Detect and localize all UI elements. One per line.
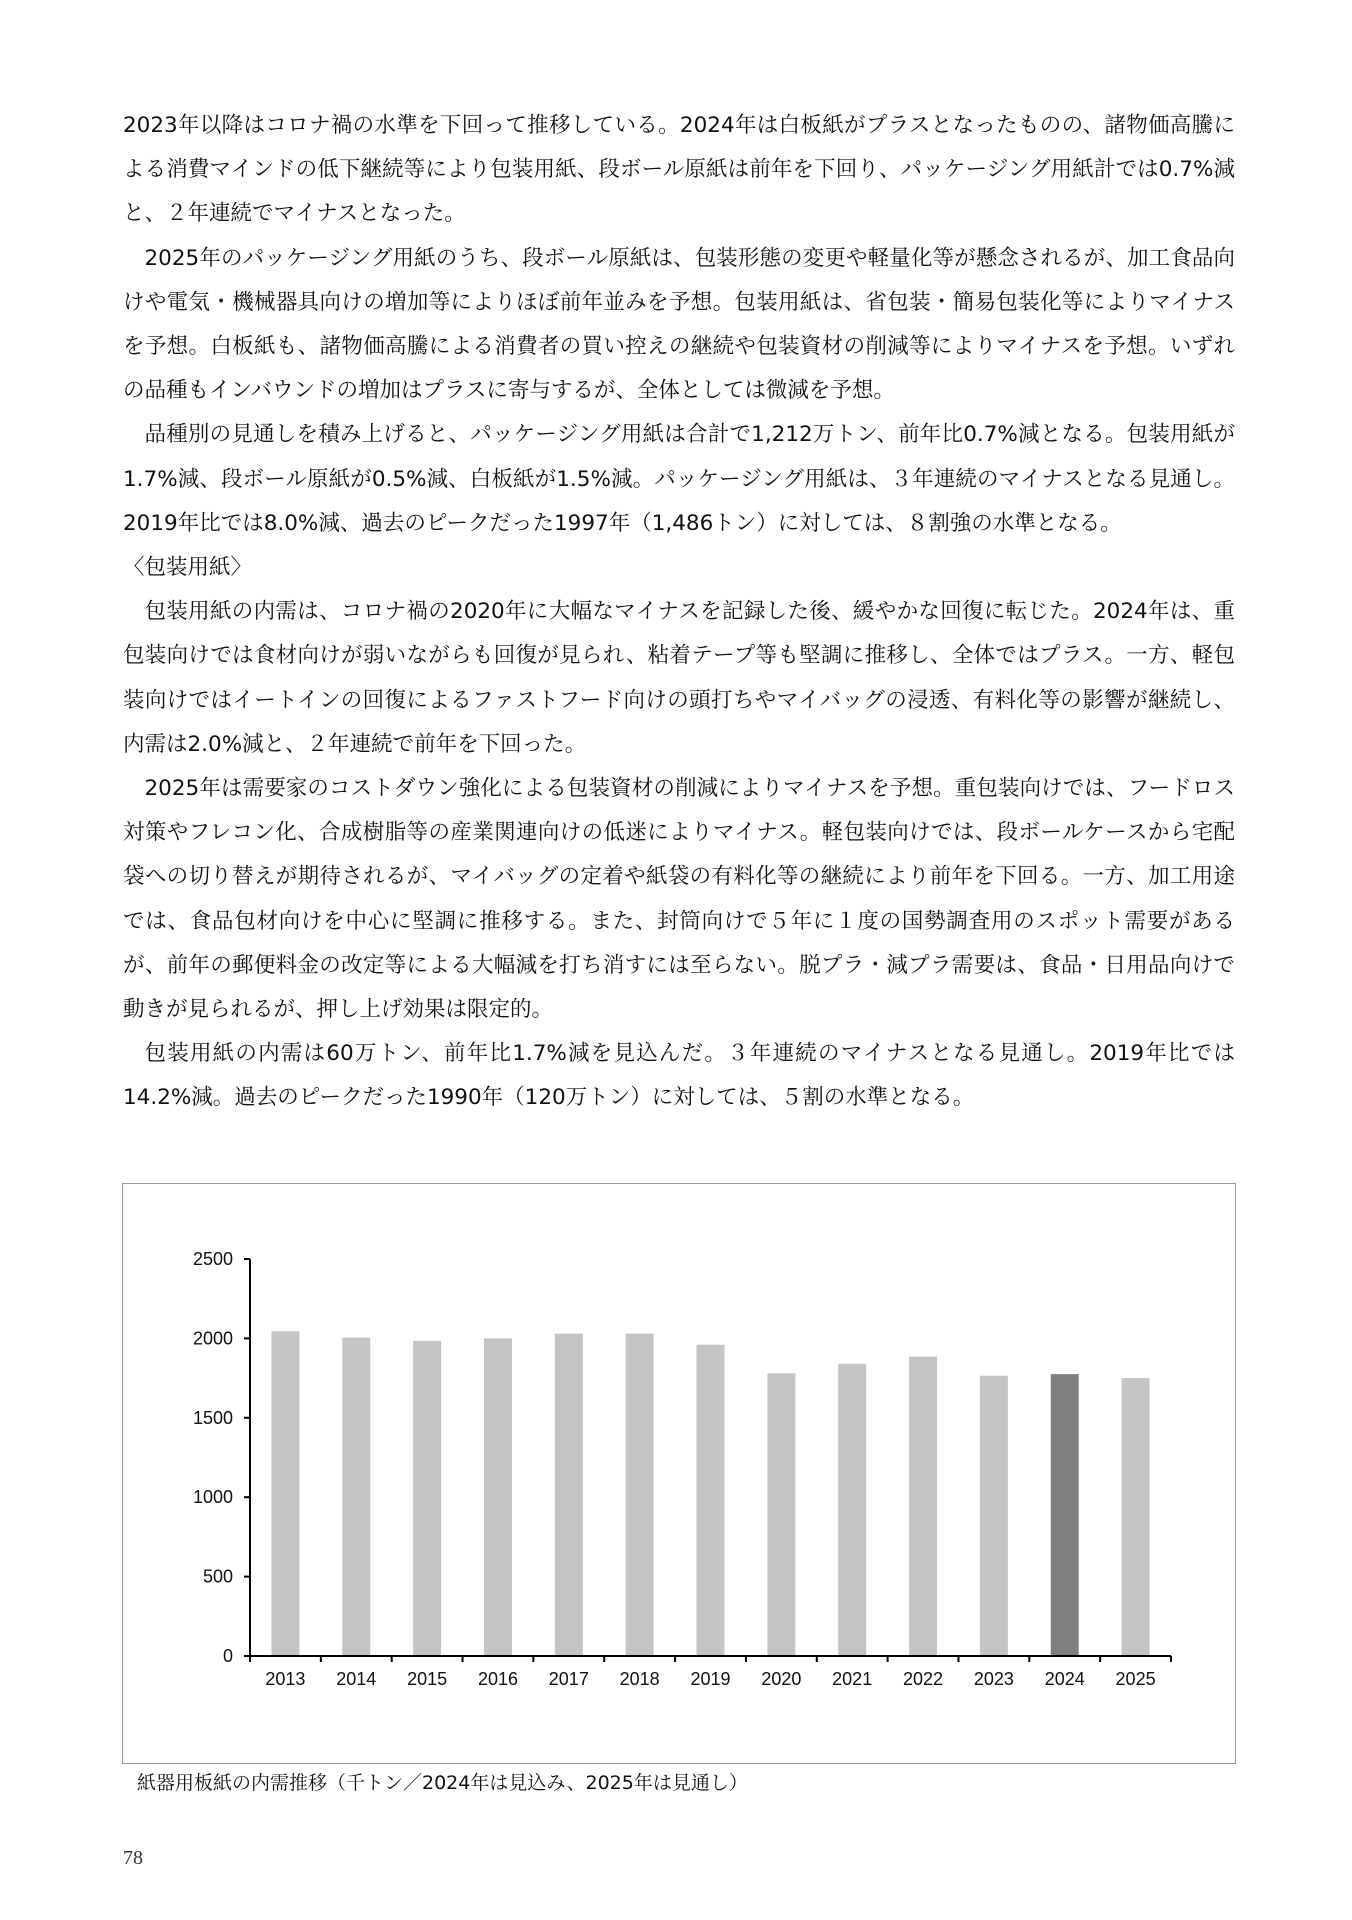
bar-2014 — [342, 1338, 370, 1656]
x-tick-label: 2024 — [1044, 1669, 1085, 1689]
x-tick-label: 2013 — [265, 1669, 306, 1689]
bar-2015 — [413, 1341, 441, 1656]
body-text — [123, 104, 1235, 1121]
paragraph: 2023年以降はコロナ禍の水準を下回って推移している。2024年は白板紙がプラスとなったものの、諸物価高騰による消費マインドの低下継続等により包装用紙、段ボール原紙は前年を下回り、パッケージング用紙計では0.7%減と、２年連続でマイナスとなった。 — [123, 113, 1235, 227]
x-tick-label: 2017 — [548, 1669, 589, 1689]
paragraph: 2025年のパッケージング用紙のうち、段ボール原紙は、包装形態の変更や軽量化等が懸念されるが、加工食品向けや電気・機械器具向けの増加等によりほぼ前年並みを予想。包装用紙は、省包装・簡易包装化等によりマイナスを予想。白板紙も、諸物価高騰による消費者の買い控えの継続や包装資材の削減等によりマイナスを予想。いずれの品種もインバウンドの増加はプラスに寄与するが、全体としては微減を予想。 — [123, 245, 1235, 404]
bar-2018 — [626, 1334, 654, 1656]
y-tick-label: 2000 — [192, 1328, 233, 1349]
y-tick-label: 1500 — [192, 1407, 233, 1428]
bar-2017 — [555, 1334, 583, 1656]
bar-2025 — [1122, 1378, 1150, 1656]
x-tick-label: 2018 — [619, 1669, 660, 1689]
x-tick-label: 2015 — [407, 1669, 448, 1689]
x-tick-label: 2021 — [832, 1669, 873, 1689]
x-tick-label: 2019 — [690, 1669, 731, 1689]
paragraph: 包装用紙の内需は60万トン、前年比1.7%減を見込んだ。３年連続のマイナスとなる見通し。2019年比では14.2%減。過去のピークだった1990年（120万トン）に対しては、５割の水準となる。 — [123, 1041, 1235, 1111]
bar-2021 — [838, 1364, 866, 1656]
x-tick-label: 2016 — [477, 1669, 518, 1689]
chart-svg — [123, 1184, 1235, 1763]
x-tick-label: 2020 — [761, 1669, 802, 1689]
section-heading: 〈包装用紙〉 — [123, 555, 253, 581]
bar-2022 — [909, 1357, 937, 1656]
y-tick-label: 1000 — [192, 1487, 233, 1508]
y-tick-label: 2500 — [192, 1249, 233, 1269]
paragraph: 品種別の見通しを積み上げると、パッケージング用紙は合計で1,212万トン、前年比0.7%減となる。包装用紙が1.7%減、段ボール原紙が0.5%減、白板紙が1.5%減。パッケージング用紙は、３年連続のマイナスとなる見通し。2019年比では8.0%減、過去のピークだった1997年（1,486トン）に対しては、８割強の水準となる。 — [123, 422, 1235, 536]
bar-2019 — [697, 1345, 725, 1656]
paragraph: 2025年は需要家のコストダウン強化による包装資材の削減によりマイナスを予想。重包装向けでは、フードロス対策やフレコン化、合成樹脂等の産業関連向けの低迷によりマイナス。軽包装向けでは、段ボールケースから宅配袋への切り替えが期待されるが、マイバッグの定着や紙袋の有料化等の継続により前年を下回る。一方、加工用途では、食品包材向けを中心に堅調に推移する。また、封筒向けで５年に１度の国勢調査用のスポット需要があるが、前年の郵便料金の改定等による大幅減を打ち消すには至らない。脱プラ・減プラ需要は、食品・日用品向けで動きが見られるが、押し上げ効果は限定的。 — [123, 776, 1235, 1023]
page-number: 78 — [123, 1847, 143, 1869]
x-tick-label: 2022 — [903, 1669, 944, 1689]
bar-2013 — [271, 1331, 299, 1656]
x-tick-label: 2025 — [1115, 1669, 1156, 1689]
y-tick-label: 0 — [222, 1646, 233, 1666]
paragraph: 包装用紙の内需は、コロナ禍の2020年に大幅なマイナスを記録した後、緩やかな回復に転じた。2024年は、重包装向けでは食材向けが弱いながらも回復が見られ、粘着テープ等も堅調に推移し、全体ではプラス。一方、軽包装向けではイートインの回復によるファストフード向けの頭打ちやマイバッグの浸透、有料化等の影響が継続し、内需は2.0%減と、２年連続で前年を下回った。 — [123, 599, 1235, 757]
figure-caption: 紙器用板紙の内需推移（千トン／2024年は見込み、2025年は見通し） — [137, 1772, 748, 1794]
bar-2020 — [767, 1373, 795, 1656]
bar-2024 — [1051, 1374, 1079, 1656]
x-tick-label: 2014 — [336, 1669, 377, 1689]
bar-chart — [122, 1183, 1236, 1764]
x-tick-label: 2023 — [973, 1669, 1014, 1689]
bar-2016 — [484, 1338, 512, 1656]
y-tick-label: 500 — [202, 1566, 233, 1587]
bar-2023 — [980, 1376, 1008, 1656]
